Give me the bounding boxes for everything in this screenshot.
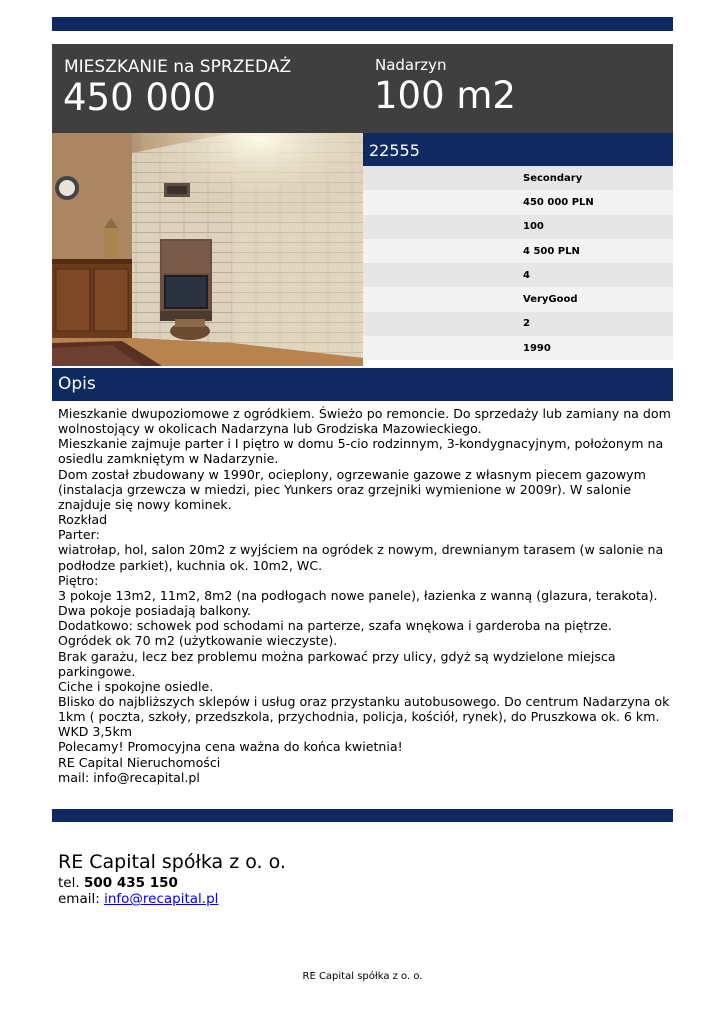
description-line: mail: info@recapital.pl (58, 769, 200, 785)
description-line: podłodze parkiet), kuchnia ok. 10m2, WC. (58, 557, 323, 573)
listing-header (52, 44, 673, 133)
property-photo (52, 133, 363, 366)
description-line: Ogródek ok 70 m2 (użytkowanie wieczyste). (58, 633, 338, 649)
description-line: (instalacja grzewcza w miedzi, piec Yunkers oraz grzejniki wymienione w 2009r). W salonie (58, 481, 632, 497)
description-line: znajduje się nowy kominek. (58, 496, 232, 512)
description-line: Parter: (58, 527, 100, 543)
top-accent-bar (52, 17, 673, 31)
description-line: Rozkład (58, 512, 108, 528)
description-line: Ciche i spokojne osiedle. (58, 678, 214, 694)
description-line: RE Capital Nieruchomości (58, 754, 221, 770)
bottom-accent-bar (52, 809, 673, 822)
listing-id: 22555 (363, 133, 673, 166)
description-text (58, 406, 670, 785)
description-line: wolnostojący w okolicach Nadarzyna lub Grodziska Mazowieckiego. (58, 421, 482, 437)
description-line: Dodatkowo: schowek pod schodami na parterze, szafa wnękowa i garderoba na piętrze. (58, 618, 612, 634)
agency-contact (58, 875, 218, 907)
page-footer: RE Capital spółka z o. o. (302, 971, 423, 982)
description-line: Polecamy! Promocyjna cena ważna do końca kwietnia! (58, 739, 403, 755)
description-line: Blisko do najbliższych sklepów i usług oraz przystanku autobusowego. Do centrum Nadarzyna ok (58, 693, 670, 709)
description-line: Dwa pokoje posiadają balkony. (58, 603, 252, 619)
email-link[interactable]: info@recapital.pl (104, 891, 219, 907)
detail-area: 100 (363, 215, 673, 239)
description-line: osiedlu zamkniętym w Nadarzynie. (58, 451, 279, 467)
email-label: email: (58, 891, 100, 907)
detail-price: 450 000 PLN (363, 190, 673, 214)
detail-floor: 2 (363, 312, 673, 336)
listing-type: MIESZKANIE na SPRZEDAŻ (64, 57, 292, 77)
agency-name: RE Capital spółka z o. o. (58, 851, 286, 873)
description-line: Mieszkanie dwupoziomowe z ogródkiem. Świeżo po remoncie. Do sprzedaży lub zamiany na dom (58, 406, 671, 421)
description-line: 3 pokoje 13m2, 11m2, 8m2 (na podłogach nowe panele), łazienka z wanną (glazura, terakota). (58, 587, 658, 603)
description-line: Mieszkanie zajmuje parter i I piętro w domu 5-cio rodzinnym, 3-kondygnacyjnym, położonym na (58, 436, 664, 452)
detail-year-built: 1990 (363, 336, 673, 360)
description-heading: Opis (52, 368, 673, 401)
description-line: Brak garażu, lecz bez problemu można parkować przy ulicy, gdyż są wydzielone miejsca (58, 648, 616, 664)
fireplace-room-image (52, 133, 363, 366)
agency-phone-row (58, 875, 218, 891)
detail-condition: VeryGood (363, 287, 673, 311)
listing-area: 100 m2 (374, 74, 516, 117)
listing-price: 450 000 (63, 76, 217, 119)
detail-price-per-m2: 4 500 PLN (363, 239, 673, 263)
agency-email-row (58, 891, 218, 907)
description-line: Dom został zbudowany w 1990r, ocieplony, ogrzewanie gazowe z własnym piecem gazowym (58, 466, 646, 482)
description-line: 1km ( poczta, szkoły, przedszkola, przychodnia, policja, kościół, rynek), do Pruszkowa ok. 6 km. (58, 709, 660, 725)
detail-market: Secondary (363, 166, 673, 190)
listing-city: Nadarzyn (375, 56, 447, 74)
description-line: Piętro: (58, 572, 99, 588)
phone-number: 500 435 150 (83, 875, 178, 891)
detail-rooms: 4 (363, 263, 673, 287)
description-line: parkingowe. (58, 663, 136, 679)
description-line: wiatrołap, hol, salon 20m2 z wyjściem na ogródek z nowym, drewnianym tarasem (w salonie na (58, 542, 664, 558)
details-table (363, 166, 673, 360)
phone-label: tel. (58, 875, 80, 891)
description-line: WKD 3,5km (58, 724, 133, 740)
